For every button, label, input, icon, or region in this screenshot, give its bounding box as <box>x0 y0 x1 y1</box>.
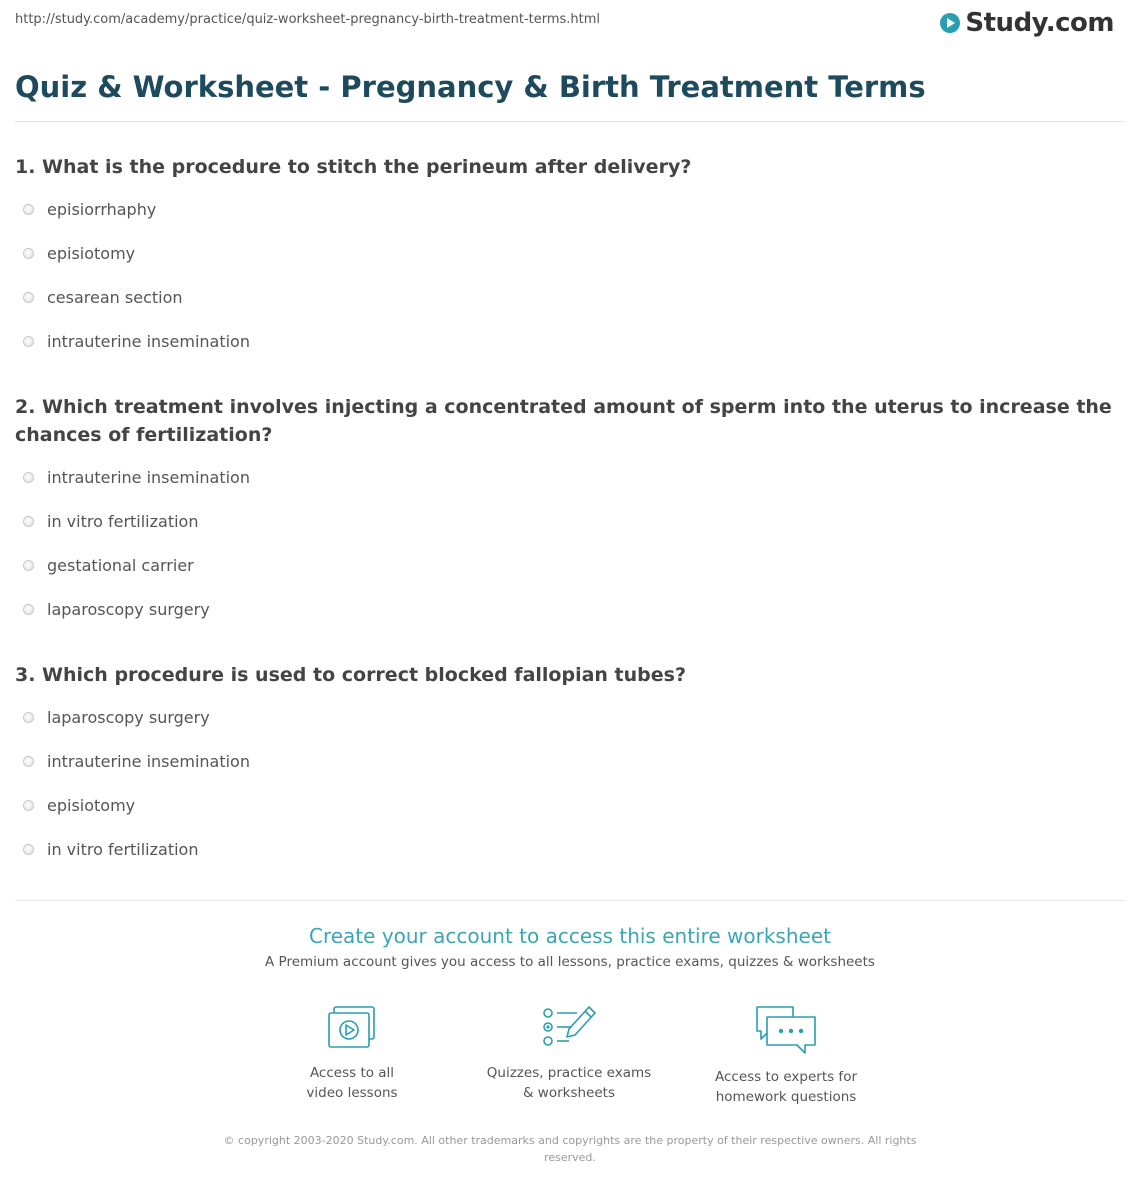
option-label: intrauterine insemination <box>47 752 250 771</box>
radio-icon[interactable] <box>23 336 34 347</box>
feature-label-line: Access to experts for <box>714 1069 857 1085</box>
expert-chat-icon <box>753 1005 819 1055</box>
option-label: episiorrhaphy <box>47 200 157 219</box>
footer-line: © copyright 2003-2020 Study.com. All other trademarks and copyrights are the property of their respective owners. All rights <box>223 1134 917 1147</box>
answer-option[interactable] <box>23 556 194 575</box>
answer-option[interactable] <box>23 468 250 487</box>
answer-option[interactable] <box>23 796 135 815</box>
radio-icon[interactable] <box>23 604 34 615</box>
answer-option[interactable] <box>23 840 198 859</box>
option-label: episiotomy <box>47 796 136 815</box>
feature-label-line: & worksheets <box>522 1085 615 1101</box>
feature-video-lessons <box>252 1005 452 1103</box>
answer-option[interactable] <box>23 244 135 263</box>
video-lessons-icon <box>326 1005 378 1051</box>
radio-icon[interactable] <box>23 756 34 767</box>
feature-experts <box>686 1005 886 1107</box>
question-3: 3. Which procedure is used to correct blocked fallopian tubes? <box>15 664 686 686</box>
radio-icon[interactable] <box>23 844 34 855</box>
answer-option[interactable] <box>23 332 250 351</box>
radio-icon[interactable] <box>23 248 34 259</box>
page-url: http://study.com/academy/practice/quiz-worksheet-pregnancy-birth-treatment-terms.html <box>15 12 601 27</box>
option-label: in vitro fertilization <box>47 512 199 531</box>
play-logo-icon <box>939 12 961 34</box>
radio-icon[interactable] <box>23 560 34 571</box>
radio-icon[interactable] <box>23 516 34 527</box>
cta-subtitle: A Premium account gives you access to all lessons, practice exams, quizzes & worksheets <box>265 954 875 970</box>
option-label: in vitro fertilization <box>47 840 199 859</box>
option-label: cesarean section <box>47 288 183 307</box>
page-title: Quiz & Worksheet - Pregnancy & Birth Treatment Terms <box>15 70 926 104</box>
radio-icon[interactable] <box>23 204 34 215</box>
feature-quizzes <box>469 1005 669 1103</box>
feature-label-line: homework questions <box>715 1089 857 1105</box>
quiz-checklist-icon <box>541 1005 597 1051</box>
radio-icon[interactable] <box>23 712 34 723</box>
answer-option[interactable] <box>23 288 183 307</box>
feature-label-line: video lessons <box>306 1085 398 1101</box>
option-label: laparoscopy surgery <box>47 708 210 727</box>
logo-text: Study.com <box>965 8 1114 38</box>
study-logo[interactable] <box>939 8 1114 38</box>
option-label: intrauterine insemination <box>47 468 250 487</box>
radio-icon[interactable] <box>23 472 34 483</box>
option-label: intrauterine insemination <box>47 332 250 351</box>
answer-option[interactable] <box>23 752 250 771</box>
create-account-link[interactable]: Create your account to access this entire worksheet <box>309 924 831 948</box>
feature-label-line: Quizzes, practice exams <box>486 1065 652 1081</box>
radio-icon[interactable] <box>23 800 34 811</box>
option-label: episiotomy <box>47 244 136 263</box>
answer-option[interactable] <box>23 200 156 219</box>
section-divider <box>15 900 1125 901</box>
radio-icon[interactable] <box>23 292 34 303</box>
answer-option[interactable] <box>23 600 210 619</box>
footer-line: reserved. <box>544 1151 596 1164</box>
option-label: laparoscopy surgery <box>47 600 210 619</box>
question-1: 1. What is the procedure to stitch the perineum after delivery? <box>15 156 692 178</box>
question-2: 2. Which treatment involves injecting a concentrated amount of sperm into the uterus to increase the chances of fertilization? <box>15 396 1112 446</box>
title-divider <box>15 121 1125 122</box>
option-label: gestational carrier <box>47 556 194 575</box>
feature-label-line: Access to all <box>309 1065 395 1081</box>
answer-option[interactable] <box>23 708 210 727</box>
answer-option[interactable] <box>23 512 198 531</box>
copyright-footer <box>215 1132 925 1166</box>
